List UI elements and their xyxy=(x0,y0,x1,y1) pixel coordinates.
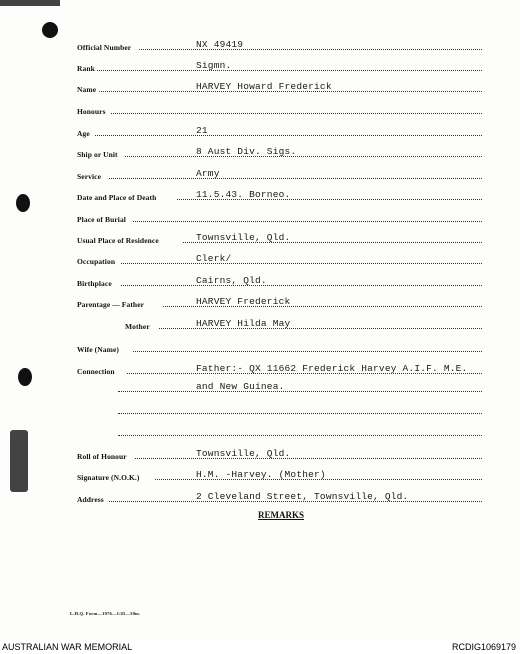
dotted-line xyxy=(111,113,482,114)
field-roll-of-honour xyxy=(77,445,482,461)
field-name xyxy=(77,78,482,94)
field-value: 21 xyxy=(196,125,208,136)
field-value: HARVEY Howard Frederick xyxy=(196,81,332,92)
connection-continuation-1 xyxy=(118,380,482,394)
field-label: Parentage — Father xyxy=(77,300,145,309)
dotted-line xyxy=(125,156,482,157)
field-label: Address xyxy=(77,495,104,504)
field-label: Mother xyxy=(125,322,150,331)
field-value: Townsville, Qld. xyxy=(196,232,291,243)
field-label: Occupation xyxy=(77,257,116,266)
field-value: 8 Aust Div. Sigs. xyxy=(196,146,297,157)
field-occupation xyxy=(77,250,482,266)
field-parentage-mother xyxy=(77,315,482,331)
dotted-line xyxy=(109,178,482,179)
field-value: HARVEY Frederick xyxy=(196,296,291,307)
field-value: Father:- QX 11662 Frederick Harvey A.I.F. M.E. xyxy=(196,363,468,374)
punch-hole-lower xyxy=(18,368,32,386)
field-official-number xyxy=(77,36,482,52)
field-value: Army xyxy=(196,168,220,179)
field-parentage-father xyxy=(77,293,482,309)
field-birthplace xyxy=(77,272,482,288)
field-label: Service xyxy=(77,172,102,181)
punch-hole-top xyxy=(42,22,58,38)
field-label: Birthplace xyxy=(77,279,112,288)
field-label: Ship or Unit xyxy=(77,150,118,159)
archive-footer xyxy=(0,640,520,654)
field-age xyxy=(77,122,482,138)
dotted-line xyxy=(121,263,482,264)
field-value: Cairns, Qld. xyxy=(196,275,267,286)
field-label: Date and Place of Death xyxy=(77,193,157,202)
field-ship-or-unit xyxy=(77,143,482,159)
field-wife xyxy=(77,338,482,354)
dotted-line xyxy=(133,351,482,352)
dotted-line xyxy=(118,391,482,392)
field-value: Clerk/ xyxy=(196,253,232,264)
field-rank xyxy=(77,57,482,73)
field-address xyxy=(77,488,482,504)
field-value: HARVEY Hilda May xyxy=(196,318,291,329)
field-service xyxy=(77,165,482,181)
dotted-line xyxy=(121,285,482,286)
dotted-line xyxy=(118,413,482,414)
field-value: 11.5.43. Borneo. xyxy=(196,189,291,200)
dotted-line xyxy=(139,49,482,50)
form-footnote: L.H.Q. Form—1976—1/45—50m. xyxy=(70,611,141,616)
dotted-line xyxy=(135,458,482,459)
field-value: Sigmn. xyxy=(196,60,232,71)
field-label: Usual Place of Residence xyxy=(77,236,159,245)
field-label: Rank xyxy=(77,64,95,73)
dotted-line xyxy=(133,221,482,222)
field-label: Connection xyxy=(77,367,115,376)
field-connection xyxy=(77,360,482,376)
connection-continuation-3 xyxy=(118,424,482,438)
field-label: Roll of Honour xyxy=(77,452,127,461)
field-label: Place of Burial xyxy=(77,215,126,224)
binding-mark-bottom xyxy=(10,430,28,492)
field-label: Official Number xyxy=(77,43,132,52)
dotted-line xyxy=(95,135,482,136)
footer-id: RCDIG1069179 xyxy=(451,642,516,652)
field-label: Honours xyxy=(77,107,106,116)
field-label: Name xyxy=(77,85,97,94)
dotted-line xyxy=(118,435,482,436)
footer-source: AUSTRALIAN WAR MEMORIAL xyxy=(2,642,133,652)
binding-mark-top xyxy=(0,0,60,6)
field-value: NX 49419 xyxy=(196,39,244,50)
field-signature-nok xyxy=(77,466,482,482)
field-value: and New Guinea. xyxy=(196,381,285,392)
connection-continuation-2 xyxy=(118,402,482,416)
punch-hole-upper xyxy=(16,194,30,212)
field-value: Townsville, Qld. xyxy=(196,448,291,459)
dotted-line xyxy=(97,70,482,71)
field-value: H.M. -Harvey. (Mother) xyxy=(196,469,326,480)
field-honours xyxy=(77,100,482,116)
remarks-heading: REMARKS xyxy=(258,510,305,520)
field-label: Age xyxy=(77,129,90,138)
field-usual-residence xyxy=(77,229,482,245)
field-value: 2 Cleveland Street, Townsville, Qld. xyxy=(196,491,409,502)
field-place-burial xyxy=(77,208,482,224)
field-label: Signature (N.O.K.) xyxy=(77,473,140,482)
field-date-place-death xyxy=(77,186,482,202)
field-label: Wife (Name) xyxy=(77,345,119,354)
